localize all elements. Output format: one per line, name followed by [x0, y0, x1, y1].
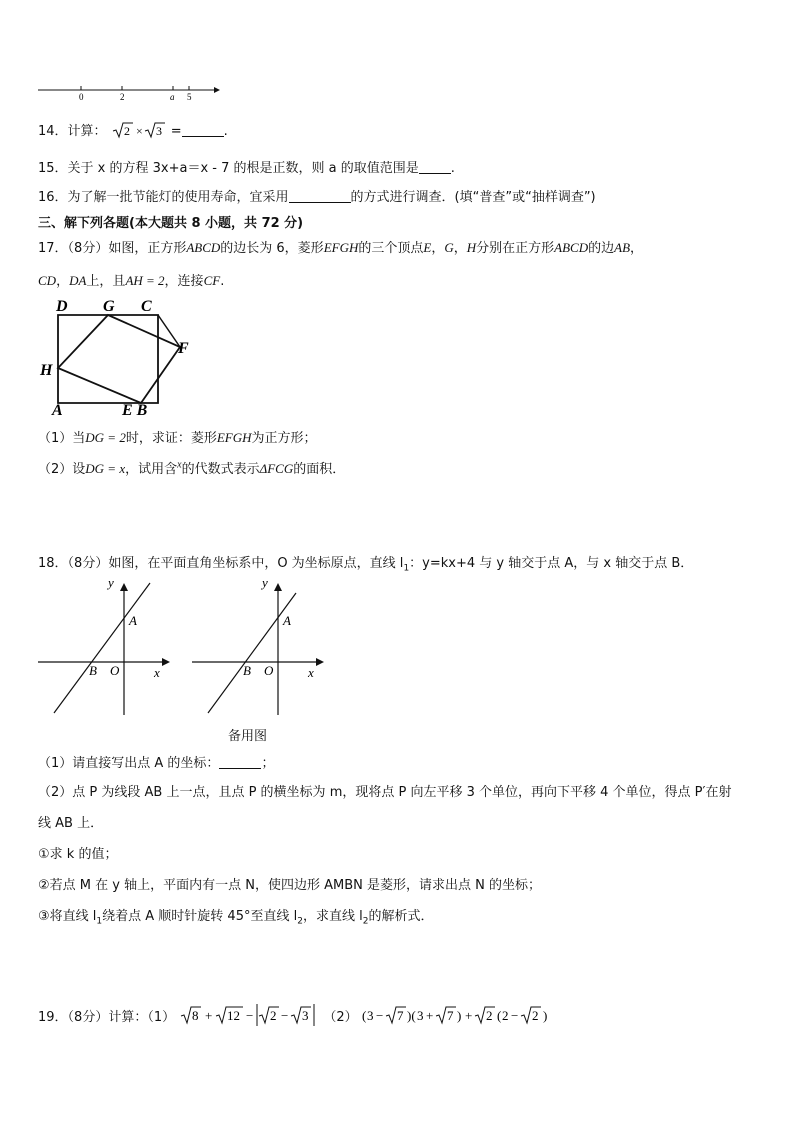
- svg-text:)(: )(: [406, 1008, 416, 1023]
- svg-text:−: −: [246, 1008, 254, 1023]
- svg-text:2: 2: [123, 124, 130, 138]
- label-F: F: [178, 340, 189, 357]
- question-19: 19．（8分）计算：（1） 8 + 12 − 2 − 3 （2） ( 3 − 7 )( 3 + 7 ) + 2 ( 2 − 2 ): [38, 1002, 574, 1028]
- svg-text:2: 2: [531, 1008, 539, 1023]
- expression-2: [362, 1002, 574, 1028]
- tick-a: a: [170, 92, 175, 102]
- svg-text:+: +: [205, 1008, 213, 1023]
- svg-text:2: 2: [485, 1008, 493, 1023]
- svg-text:7: 7: [446, 1008, 454, 1023]
- svg-text:−: −: [375, 1008, 384, 1023]
- question-17-part1: （1）当DG = 2时，求证：菱形EFGH为正方形；: [38, 430, 317, 446]
- question-15: 15．关于 x 的方程 3x+a＝x - 7 的根是正数，则 a 的取值范围是 .: [38, 161, 455, 176]
- axis-y-label: y: [262, 575, 268, 590]
- sqrt-expression: [111, 121, 171, 139]
- coordinate-figure-2: [190, 575, 340, 717]
- point-B-label: B: [243, 663, 251, 678]
- label-EB: E B: [122, 402, 148, 419]
- svg-text:×: ×: [135, 124, 143, 138]
- svg-text:2: 2: [270, 1008, 277, 1023]
- point-B-label: B: [89, 663, 97, 678]
- question-18-part2: （2）点 P 为线段 AB 上一点，且点 P 的横坐标为 m，现将点 P 向左平移 3 个单位，再向下平移 4 个单位，得点 P′在射: [38, 785, 732, 800]
- tick-5: 5: [187, 92, 192, 102]
- svg-text:(: (: [496, 1008, 502, 1023]
- svg-text:): ): [456, 1008, 462, 1023]
- svg-text:+: +: [425, 1008, 434, 1023]
- origin-label: O: [264, 663, 274, 678]
- svg-text:3: 3: [366, 1008, 374, 1023]
- answer-blank: [219, 756, 261, 769]
- axis-x-label: x: [154, 665, 160, 680]
- section-3-heading: 三、解下列各题(本大题共 8 小题，共 72 分): [38, 216, 304, 231]
- point-A-label: A: [283, 613, 291, 628]
- question-18-part1: （1）请直接写出点 A 的坐标： ；: [38, 756, 275, 771]
- svg-text:+: +: [464, 1008, 473, 1023]
- origin-label: O: [110, 663, 120, 678]
- expression-1: [179, 1002, 319, 1028]
- svg-text:12: 12: [227, 1008, 241, 1023]
- axis-y-label: y: [108, 575, 114, 590]
- answer-blank: [182, 124, 224, 137]
- svg-text:(: (: [361, 1008, 367, 1023]
- tick-0: 0: [79, 92, 84, 102]
- number-line: [36, 82, 226, 102]
- question-18-sub2: ②若点 M 在 y 轴上，平面内有一点 N，使四边形 AMBN 是菱形，请求出点 N 的坐标；: [38, 878, 541, 893]
- svg-text:3: 3: [302, 1008, 309, 1023]
- label-C: C: [141, 298, 152, 315]
- svg-text:3: 3: [416, 1008, 424, 1023]
- question-17-line2: CD，DA上，且AH = 2，连接CF.: [38, 273, 225, 289]
- label-D: D: [56, 298, 68, 315]
- svg-text:3: 3: [155, 124, 162, 138]
- question-17-part2: （2）设DG = x，试用含$^x$的代数式表示ΔFCG的面积．: [38, 459, 346, 477]
- tick-2: 2: [120, 92, 125, 102]
- question-14: 14．计算： 2 × 3 = .: [38, 120, 228, 139]
- label-G: G: [103, 298, 115, 315]
- coordinate-figure-1: [36, 575, 186, 717]
- axis-x-label: x: [308, 665, 314, 680]
- label-A: A: [52, 402, 63, 419]
- question-18-part2-cont: 线 AB 上．: [38, 816, 104, 831]
- svg-text:2: 2: [501, 1008, 509, 1023]
- question-17: 17．（8分）如图，正方形ABCD的边长为 6，菱形EFGH的三个顶点E，G，H分别在正方形ABCD的边AB，: [38, 240, 644, 256]
- question-18-sub3: ③将直线 $l_1$绕着点 A 顺时针旋转 45°至直线 $l_2$，求直线 $l_2$的解析式．: [38, 909, 434, 927]
- svg-text:−: −: [510, 1008, 519, 1023]
- answer-blank: [419, 161, 451, 174]
- spare-figure-caption: 备用图: [228, 729, 268, 744]
- point-A-label: A: [129, 613, 137, 628]
- answer-blank: [289, 190, 351, 203]
- svg-text:8: 8: [192, 1008, 199, 1023]
- square-rhombus-figure: [38, 295, 198, 420]
- svg-text:−: −: [281, 1008, 289, 1023]
- svg-text:): ): [542, 1008, 548, 1023]
- label-H: H: [40, 362, 53, 379]
- question-18-sub1: ①求 k 的值；: [38, 847, 118, 862]
- svg-text:7: 7: [396, 1008, 404, 1023]
- question-16: 16．为了解一批节能灯的使用寿命，宜采用 的方式进行调查．(填“普查”或“抽样调查”): [38, 190, 596, 205]
- question-18: 18．（8分）如图，在平面直角坐标系中，O 为坐标原点，直线 $l_1$：y=kx+4 与 y 轴交于点 A，与 x 轴交于点 B．: [38, 556, 694, 574]
